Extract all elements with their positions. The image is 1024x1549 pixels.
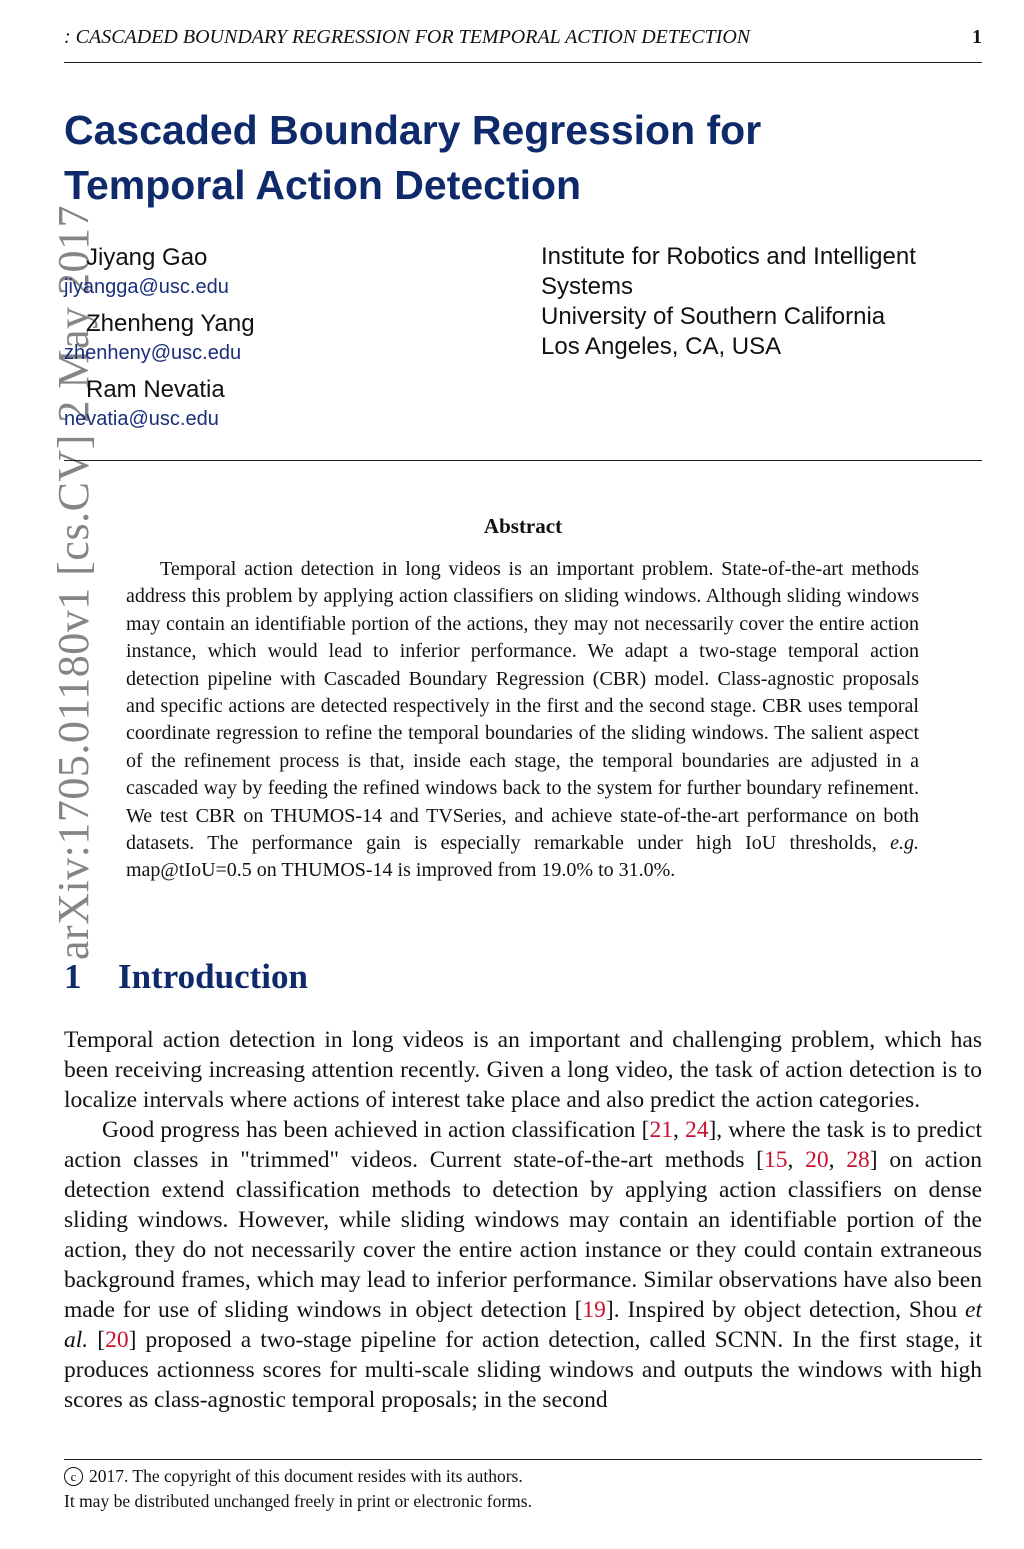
citation-link[interactable]: 28 xyxy=(846,1147,870,1173)
footnote-rule xyxy=(64,1459,982,1460)
author-email[interactable]: nevatia@usc.edu xyxy=(64,408,219,430)
abstract-text: Temporal action detection in long videos is an important problem. State-of-the-art methods address this problem by applying action classifiers on sliding windows. Although sliding windows may contain an identifiable portion of the actions, they may not necessarily cover the entire action instance, which would lead to inferior performance. We adapt a two-stage temporal action detection pipeline with Cascaded Boundary Regression (CBR) model. Class-agnostic proposals and specific actions are detected respectively in the first and the second stage. CBR uses temporal coordinate regression to refine the temporal boundaries of the sliding windows. The salient aspect of the refinement process is that, inside each stage, the temporal boundaries are adjusted in a cascaded way by feeding the refined windows back to the system for further boundary refinement. We test CBR on THUMOS-14 and TVSeries, and achieve state-of-the-art performance on both datasets. The performance gain is especially remarkable under high IoU thresholds, e.g. map@tIoU=0.5 on THUMOS-14 is improved from 19.0% to 31.0%. xyxy=(126,558,919,882)
section-title: Introduction xyxy=(118,957,308,996)
footnote-line: 2017. The copyright of this document resides with its authors. xyxy=(89,1466,523,1486)
footnote-line: It may be distributed unchanged freely in print or electronic forms. xyxy=(64,1491,532,1511)
citation-link[interactable]: 20 xyxy=(805,1147,829,1173)
abstract-heading: Abstract xyxy=(483,514,563,538)
copyright-footnote xyxy=(64,1464,982,1514)
copyright-icon: c xyxy=(64,1467,83,1486)
running-header xyxy=(64,26,982,49)
paper-title xyxy=(64,103,864,213)
affiliation-line: Los Angeles, CA, USA xyxy=(541,333,782,360)
paragraph: Good progress has been achieved in action classification [21, 24], where the task is to predict action classes in "trimmed" videos. Current state-of-the-art methods [15, 20, 28] on action detection extend classification methods to detection by applying action classifiers on dense sliding windows. However, while sliding windows may contain an identifiable portion of the action, they do not necessarily cover the entire action instance or they could contain extraneous background frames, which may lead to inferior performance. Similar observations have also been made for use of sliding windows in object detection [19]. Inspired by object detection, Shou et al. [20] proposed a two-stage pipeline for action detection, called SCNN. In the first stage, it produces actionness scores for multi-scale sliding windows and outputs the windows with high scores as class-agnostic temporal proposals; in the second xyxy=(64,1117,983,1413)
affiliation xyxy=(541,242,981,362)
affiliation-line: University of Southern California xyxy=(541,303,886,330)
author-name: Jiyang Gao xyxy=(86,244,208,271)
title-line-2: Temporal Action Detection xyxy=(64,162,582,208)
citation-link[interactable]: 19 xyxy=(582,1297,606,1323)
title-block-rule xyxy=(64,460,982,461)
affiliation-line: Institute for Robotics and Intelligent xyxy=(541,243,916,270)
title-line-1: Cascaded Boundary Regression for xyxy=(64,107,762,153)
et-al-italic: et al. xyxy=(64,1297,982,1353)
affiliation-line: Systems xyxy=(541,273,634,300)
author-email[interactable]: jiyangga@usc.edu xyxy=(64,276,229,298)
paragraph: Temporal action detection in long videos is an important and challenging problem, which has been receiving increasing attention recently. Given a long video, the task of action detection is to localize intervals where actions of interest take place and also predict the action categories. xyxy=(64,1027,982,1113)
arxiv-watermark: arXiv:1705.01180v1 [cs.CV] 2 May 2017 xyxy=(49,204,98,960)
citation-link[interactable]: 24 xyxy=(684,1117,709,1143)
header-rule xyxy=(64,62,982,63)
page-number: 1 xyxy=(972,26,982,48)
author-name: Ram Nevatia xyxy=(86,376,225,403)
citation-link[interactable]: 20 xyxy=(105,1327,129,1353)
author-list xyxy=(64,243,255,441)
eg-italic: e.g. xyxy=(890,832,919,855)
citation-link[interactable]: 15 xyxy=(763,1147,788,1173)
author-name: Zhenheng Yang xyxy=(86,310,255,337)
section-number: 1 xyxy=(64,957,82,996)
section-heading xyxy=(64,957,308,997)
running-title: : CASCADED BOUNDARY REGRESSION FOR TEMPORAL ACTION DETECTION xyxy=(64,26,751,48)
author-email[interactable]: zhenheny@usc.edu xyxy=(64,342,242,364)
citation-link[interactable]: 21 xyxy=(649,1117,673,1143)
introduction-body xyxy=(64,1025,982,1415)
